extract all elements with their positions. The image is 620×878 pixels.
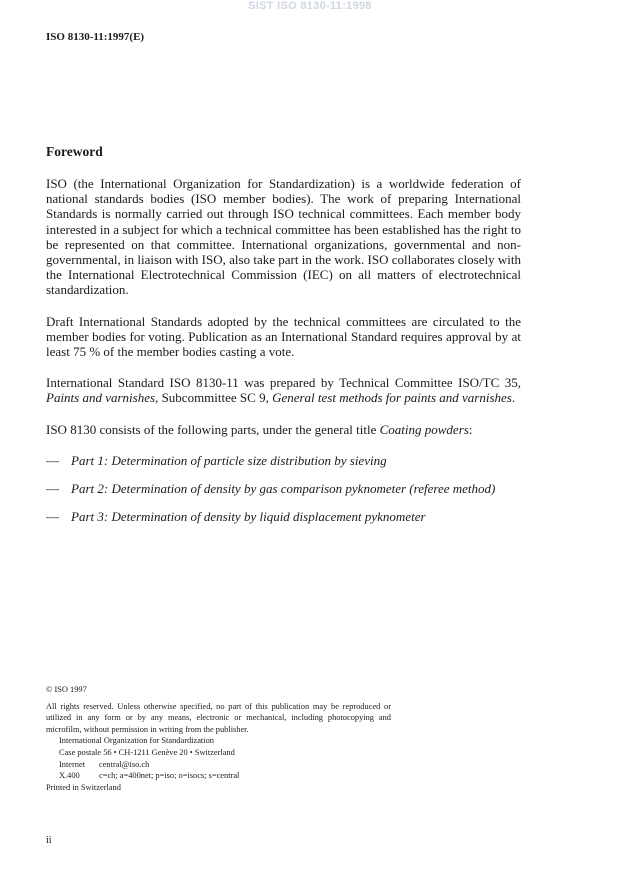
list-item: [46, 481, 521, 496]
part-1-text: Part 1: Determination of particle size distribution by sieving: [71, 452, 387, 468]
postal-address: Case postale 56 • CH-1211 Genève 20 • Switzerland: [59, 747, 235, 757]
part-2-text: Part 2: Determination of density by gas comparison pyknometer (referee method): [71, 481, 496, 497]
copyright-line: © ISO 1997: [46, 685, 87, 694]
paragraph-draft-standards: Draft International Standards adopted by the technical committees are circulated to the member bodies for voting. Publication as an International Standard requires approval by at least 75 % of the member bodies casting a vote.: [46, 313, 521, 360]
iso-address: [46, 735, 391, 781]
paragraph-parts-intro: [46, 422, 521, 437]
general-title: Coating powders: [379, 421, 469, 437]
list-item: [46, 509, 521, 524]
committee-title: Paints and varnishes: [46, 390, 156, 406]
parts-list: [46, 453, 521, 525]
parts-intro-colon: :: [468, 421, 473, 437]
paragraph-end: .: [511, 390, 516, 406]
parts-intro-text: ISO 8130 consists of the following parts, under the general title: [46, 421, 380, 437]
foreword-body: [46, 176, 521, 537]
printed-in: Printed in Switzerland: [46, 782, 121, 792]
prepared-by-text: International Standard ISO 8130-11 was prepared by Technical Committee ISO/TC 35,: [46, 375, 521, 391]
organization-name: International Organization for Standardization: [59, 736, 214, 746]
x400-row: [59, 770, 391, 782]
internet-label: Internet: [59, 759, 86, 769]
document-id-header: ISO 8130-11:1997(E): [46, 31, 145, 43]
x400-label: X.400: [59, 771, 80, 781]
subcommittee-title: General test methods for paints and varnishes: [272, 390, 512, 406]
x400-value: c=ch; a=400net; p=iso; o=isocs; s=central: [99, 771, 240, 781]
paragraph-prepared-by: [46, 375, 521, 405]
dash-icon: —: [46, 481, 59, 497]
part-3-text: Part 3: Determination of density by liquid displacement pyknometer: [71, 509, 426, 525]
subcommittee-text: , Subcommittee SC 9,: [155, 390, 273, 406]
watermark: SIST ISO 8130-11:1998: [248, 0, 372, 12]
section-title: Foreword: [46, 144, 103, 159]
internet-row: [59, 759, 391, 771]
copyright-block: [46, 684, 391, 793]
paragraph-iso-intro: ISO (the International Organization for Standardization) is a worldwide federation of national standards bodies (ISO member bodies). The work of preparing International Standards is normally carried out through ISO technical committees. Each member body interested in a subject for which a technical committee has been established has the right to be represented on that committee. International organizations, governmental and non-governmental, in liaison with ISO, also take part in the work. ISO collaborates closely with the International Electrotechnical Commission (IEC) on all matters of electrotechnical standardization.: [46, 176, 521, 298]
internet-value: central@iso.ch: [99, 759, 150, 769]
dash-icon: —: [46, 452, 59, 468]
page-number: ii: [46, 835, 52, 846]
rights-statement: All rights reserved. Unless otherwise specified, no part of this publication may be reproduced or utilized in any form or by any means, electronic or mechanical, including photocopying and microfilm, without permission in writing from the publisher.: [46, 701, 391, 734]
list-item: [46, 453, 521, 468]
dash-icon: —: [46, 509, 59, 525]
